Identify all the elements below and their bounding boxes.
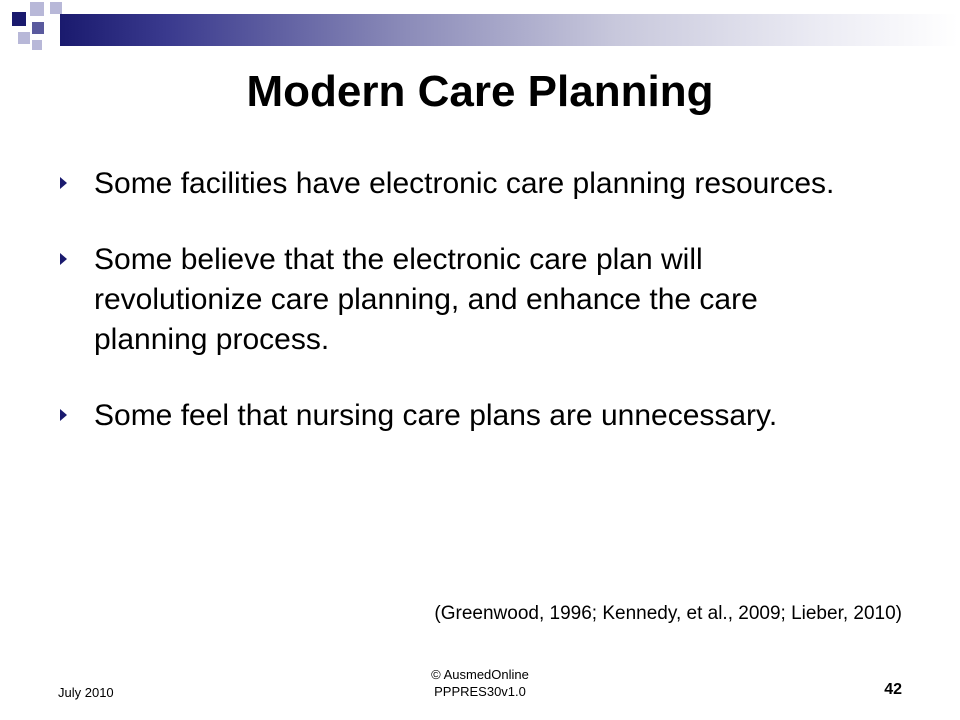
footer-copyright-line1: © AusmedOnline [431,667,529,682]
bullet-item [56,240,876,360]
bullet-text: Some feel that nursing care plans are unnecessary. [94,399,778,432]
footer-date: July 2010 [58,685,114,700]
decor-square-light [50,2,62,14]
footer-copyright [380,666,580,700]
decor-square-light [32,40,42,50]
bullet-item [56,396,876,436]
header-gradient-bar [60,14,958,46]
decor-square-light [18,32,30,44]
bullet-item [56,164,876,204]
decor-square-light [30,2,44,16]
bullet-list [56,164,876,472]
citation: (Greenwood, 1996; Kennedy, et al., 2009; Lieber, 2010) [434,603,902,624]
bullet-arrow-icon [60,253,67,265]
bullet-arrow-icon [60,409,67,421]
slide-title: Modern Care Planning [246,67,714,116]
page-number: 42 [884,681,902,698]
decor-square-dark [12,12,26,26]
decor-square-mid [32,22,44,34]
bullet-arrow-icon [60,177,67,189]
bullet-text: Some facilities have electronic care planning resources. [94,167,835,200]
footer-copyright-line2: PPPRES30v1.0 [434,684,526,699]
bullet-text: Some believe that the electronic care plan will revolutionize care planning, and enhance the care planning process. [94,243,758,356]
